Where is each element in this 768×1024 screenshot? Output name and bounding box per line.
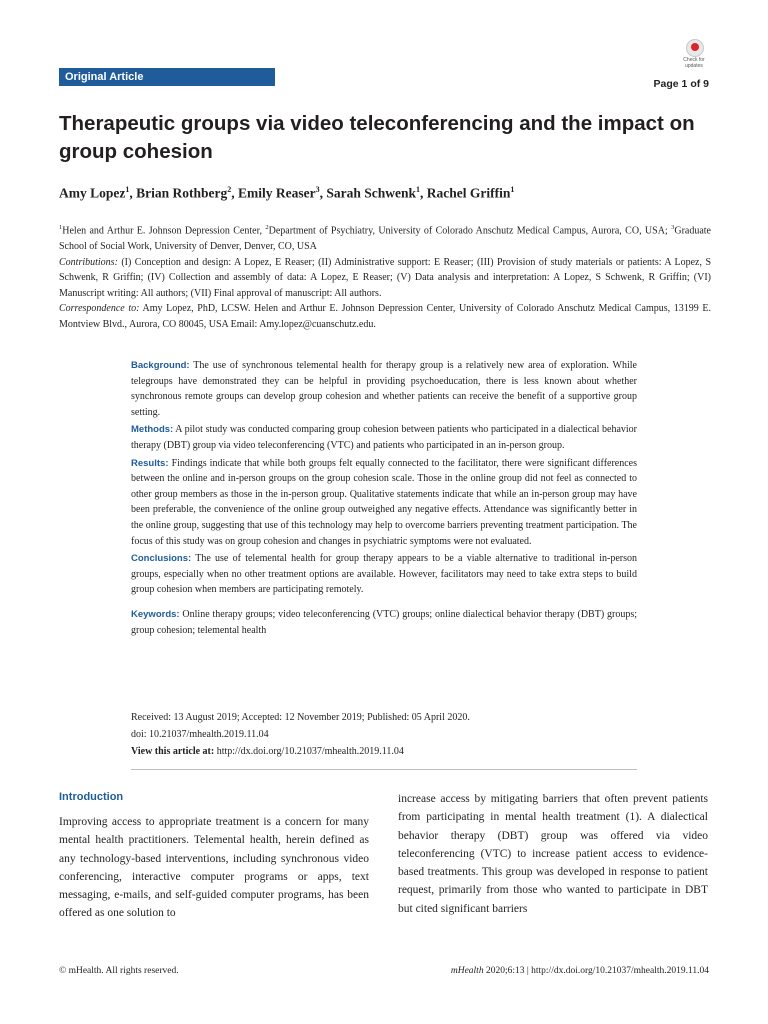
author-sep: , [129,185,137,201]
citation [451,966,709,976]
affil-sup: 1 [59,224,63,231]
author-name: Amy Lopez [59,185,126,201]
conclusions-text: The use of telemental health for group therapy appears to be a viable alternative to traditional in-person groups, especially when no other treatment options are available. However, facilitators may need to take extra steps to build group cohesion when members are participating remotely. [131,553,637,596]
page-number: Page 1 of 9 [653,78,709,90]
author-sep: , [319,185,327,201]
affil-sup: 3 [671,224,675,231]
background-label: Background: [131,360,190,371]
keywords-text: Online therapy groups; video teleconferencing (VTC) groups; online dialectical behavior therapy (DBT) groups; group cohesion; telemental health [131,608,637,636]
background-text: The use of synchronous telemental health for therapy group is a relatively new area of exploration. While telegroups have demonstrated they can be helpful in providing psychoeducation, there is less known about whether synchronous remote groups can develop group cohesion and whether patients can receive the benefit of a supportive group setting. [131,360,637,418]
body-column-left: Improving access to appropriate treatment is a concern for many mental health practitioners. Telemental health, herein defined as any technology-based interventions, including synchronous video conferencing, interactive computer programs or apps, text messaging, e-mails, and self-guided computer programs, has been offered as one solution to [59,816,369,920]
doi: doi: 10.21037/mhealth.2019.11.04 [131,729,269,740]
author-name: Rachel Griffin [426,185,511,201]
divider [131,769,637,770]
view-article-link[interactable]: http://dx.doi.org/10.21037/mhealth.2019.11.04 [214,746,404,757]
methods-label: Methods: [131,424,174,436]
author-name: Brian Rothberg [136,185,228,201]
introduction-heading: Introduction [59,791,124,803]
article-title: Therapeutic groups via video teleconferencing and the impact on group cohesion [59,112,695,163]
abstract-methods [131,422,637,453]
author-sup: 3 [315,185,320,194]
citation-text: 2020;6:13 | http://dx.doi.org/10.21037/mhealth.2019.11.04 [483,966,709,976]
affil-text: Helen and Arthur E. Johnson Depression Center, [62,225,266,237]
affiliations-block [59,220,711,332]
author-sep: , [420,185,427,201]
abstract [131,358,637,640]
abstract-results [131,456,637,550]
article-info [131,709,637,760]
author-sup: 1 [510,185,515,194]
conclusions-label: Conclusions: [131,553,192,565]
results-label: Results: [131,457,169,469]
affil-sup: 2 [265,224,269,231]
crossmark-label: Check for updates [683,57,705,69]
affil-text: Department of Psychiatry, University of Colorado Anschutz Medical Campus, Aurora, CO, USA; [268,225,672,237]
copyright: © mHealth. All rights reserved. [59,966,179,976]
correspondence-text: Amy Lopez, PhD, LCSW. Helen and Arthur E. Johnson Depression Center, University of Colorado Anschutz Medical Campus, 13199 E. Montview Blvd., Aurora, CO 80045, USA Email: Amy.lopez@cuanschutz.edu. [59,303,711,330]
correspondence-label: Correspondence to: [59,303,140,315]
abstract-conclusions [131,551,637,598]
contributions-text: (I) Conception and design: A Lopez, E Reaser; (II) Administrative support: E Reaser; (III) Provision of study materials or patients: A Lopez, S Schwenk, R Griffin; (IV) Collection and assembly of data: A Lopez, E Reaser; (V) Data analysis and interpretation: A Lopez, S Schwenk, R Griffin; (VI) Manuscript writing: All authors; (VII) Final approval of manuscript: All authors. [59,256,711,299]
contributions [59,255,711,302]
author-name: Sarah Schwenk [326,185,417,201]
publication-dates: Received: 13 August 2019; Accepted: 12 November 2019; Published: 05 April 2020. [131,712,470,723]
view-article [131,743,637,760]
author-list [59,185,514,202]
author-sup: 1 [416,185,421,194]
author-sep: , [231,185,238,201]
article-type-badge: Original Article [59,68,275,86]
results-text: Findings indicate that while both groups felt equally connected to the facilitator, there were significant differences between the online and in-person groups on the group cohesion scale. Those in the online group did not feel as connected to other group members as those in the in-person group. Qualitative statements indicate that while an in-person group may have been preferable, the convenience of the online group outweighed any negative effects. Attendance was significantly better in the online group, suggesting that use of this technology may help to overcome barriers preventing treatment participation. The focus of this study was on group cohesion and changes in psychiatric symptoms were not evaluated. [131,457,637,547]
contributions-label: Contributions: [59,256,118,268]
correspondence [59,301,711,332]
body-column-right: increase access by mitigating barriers that often prevent patients from participating in mental health treatment (1). A dialectical behavior therapy (DBT) group was offered via video teleconferencing (VTC) to increase patient access to evidence-based treatments. This group was developed in response to patient request, primarily from those who wanted to participate in DBT but cited significant barriers [398,793,708,915]
author-sup: 2 [227,185,232,194]
check-for-updates-icon[interactable] [677,39,711,77]
author-sup: 1 [125,185,130,194]
journal-name: mHealth [450,966,484,976]
affil-text: Graduate School of Social Work, University of Denver, Denver, CO, USA [59,225,711,252]
view-label: View this article at: [131,746,215,757]
abstract-keywords [131,607,637,638]
affiliations [59,220,711,255]
crossmark-dot [691,43,699,51]
methods-text: A pilot study was conducted comparing group cohesion between patients who participated in a dialectical behavior therapy (DBT) group via video teleconferencing (VTC) and patients who participated in an in-person group. [131,424,637,451]
author-name: Emily Reaser [238,185,316,201]
keywords-label: Keywords: [131,608,180,620]
abstract-background [131,358,637,420]
